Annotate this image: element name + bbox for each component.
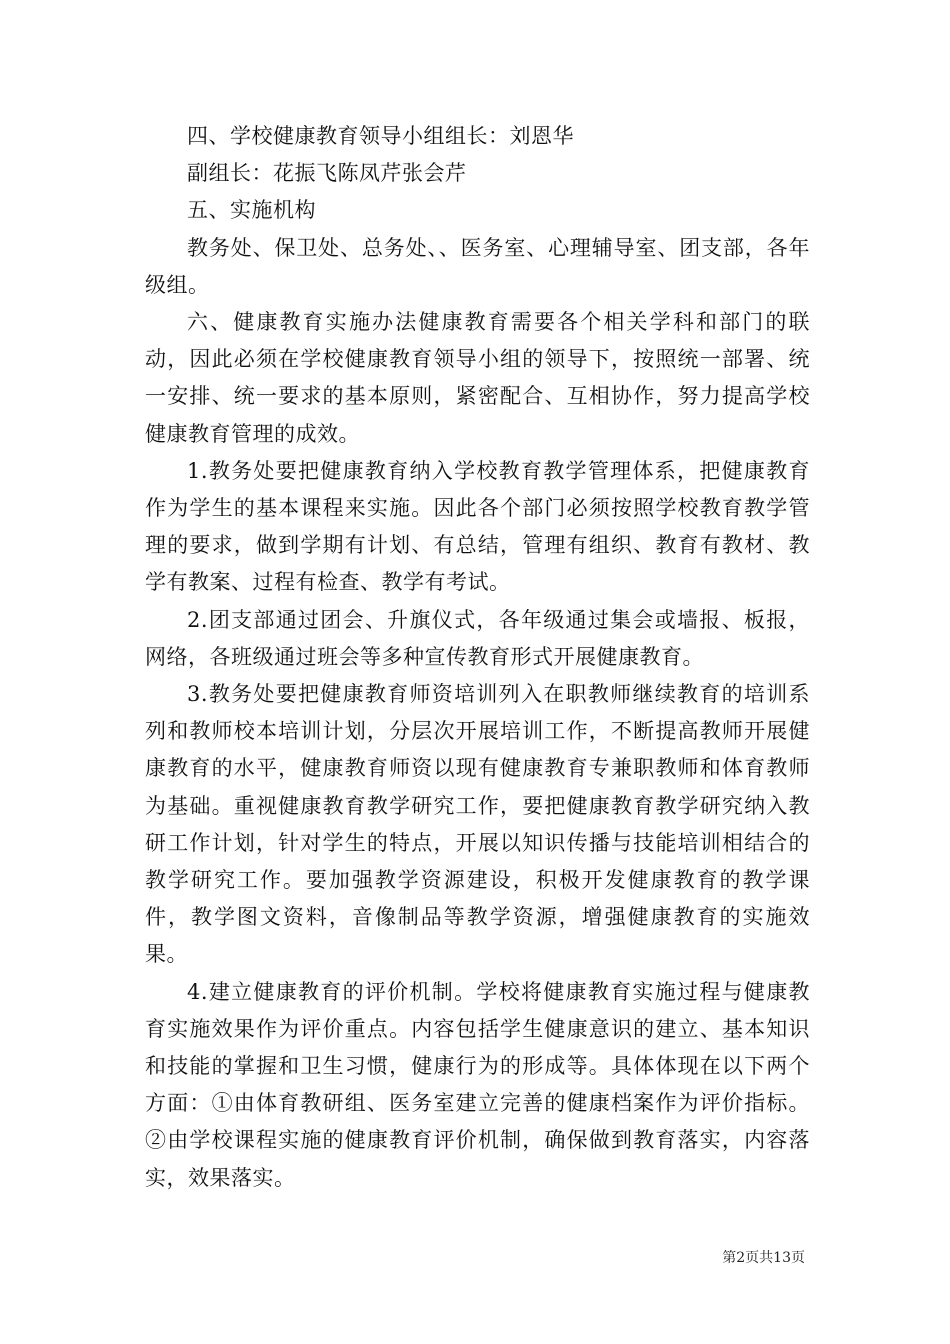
paragraph-item-1: 1.教务处要把健康教育纳入学校教育教学管理体系，把健康教育作为学生的基本课程来实施。因此各个部门必须按照学校教育教学管理的要求，做到学期有计划、有总结，管理有组织、教育有教材、教学有教案、过程有检查、教学有考试。 [145, 458, 810, 595]
paragraph-item-4: 4.建立健康教育的评价机制。学校将健康教育实施过程与健康教育实施效果作为评价重点。内容包括学生健康意识的建立、基本知识和技能的掌握和卫生习惯，健康行为的形成等。具体体现在以下两个方面：①由体育教研组、医务室建立完善的健康档案作为评价指标。②由学校课程实施的健康教育评价机制，确保做到教育落实，内容落实，效果落实。 [145, 979, 810, 1190]
document-body [145, 118, 810, 1197]
paragraph-section-six: 六、健康教育实施办法健康教育需要各个相关学科和部门的联动，因此必须在学校健康教育领导小组的领导下，按照统一部署、统一安排、统一要求的基本原则，紧密配合、互相协作，努力提高学校健康教育管理的成效。 [145, 310, 810, 446]
paragraph-agencies: 教务处、保卫处、总务处、、医务室、心理辅导室、团支部，各年级组。 [145, 235, 810, 297]
paragraph-item-3: 3.教务处要把健康教育师资培训列入在职教师继续教育的培训系列和教师校本培训计划，分层次开展培训工作，不断提高教师开展健康教育的水平，健康教育师资以现有健康教育专兼职教师和体育教师为基础。重视健康教育教学研究工作，要把健康教育教学研究纳入教研工作计划，针对学生的特点，开展以知识传播与技能培训相结合的教学研究工作。要加强教学资源建设，积极开发健康教育的教学课件，教学图文资料，音像制品等教学资源，增强健康教育的实施效果。 [145, 682, 810, 967]
paragraph-item-2: 2.团支部通过团会、升旗仪式，各年级通过集会或墙报、板报，网络，各班级通过班会等多种宣传教育形式开展健康教育。 [145, 607, 810, 669]
paragraph-section-five-heading: 五、实施机构 [187, 198, 316, 223]
paragraph-deputy: 副组长：花振飞陈凤芹张会芹 [187, 161, 467, 186]
page-number-footer: 第2页共13页 [722, 1250, 805, 1266]
paragraph-leader: 四、学校健康教育领导小组组长：刘恩华 [187, 124, 574, 148]
